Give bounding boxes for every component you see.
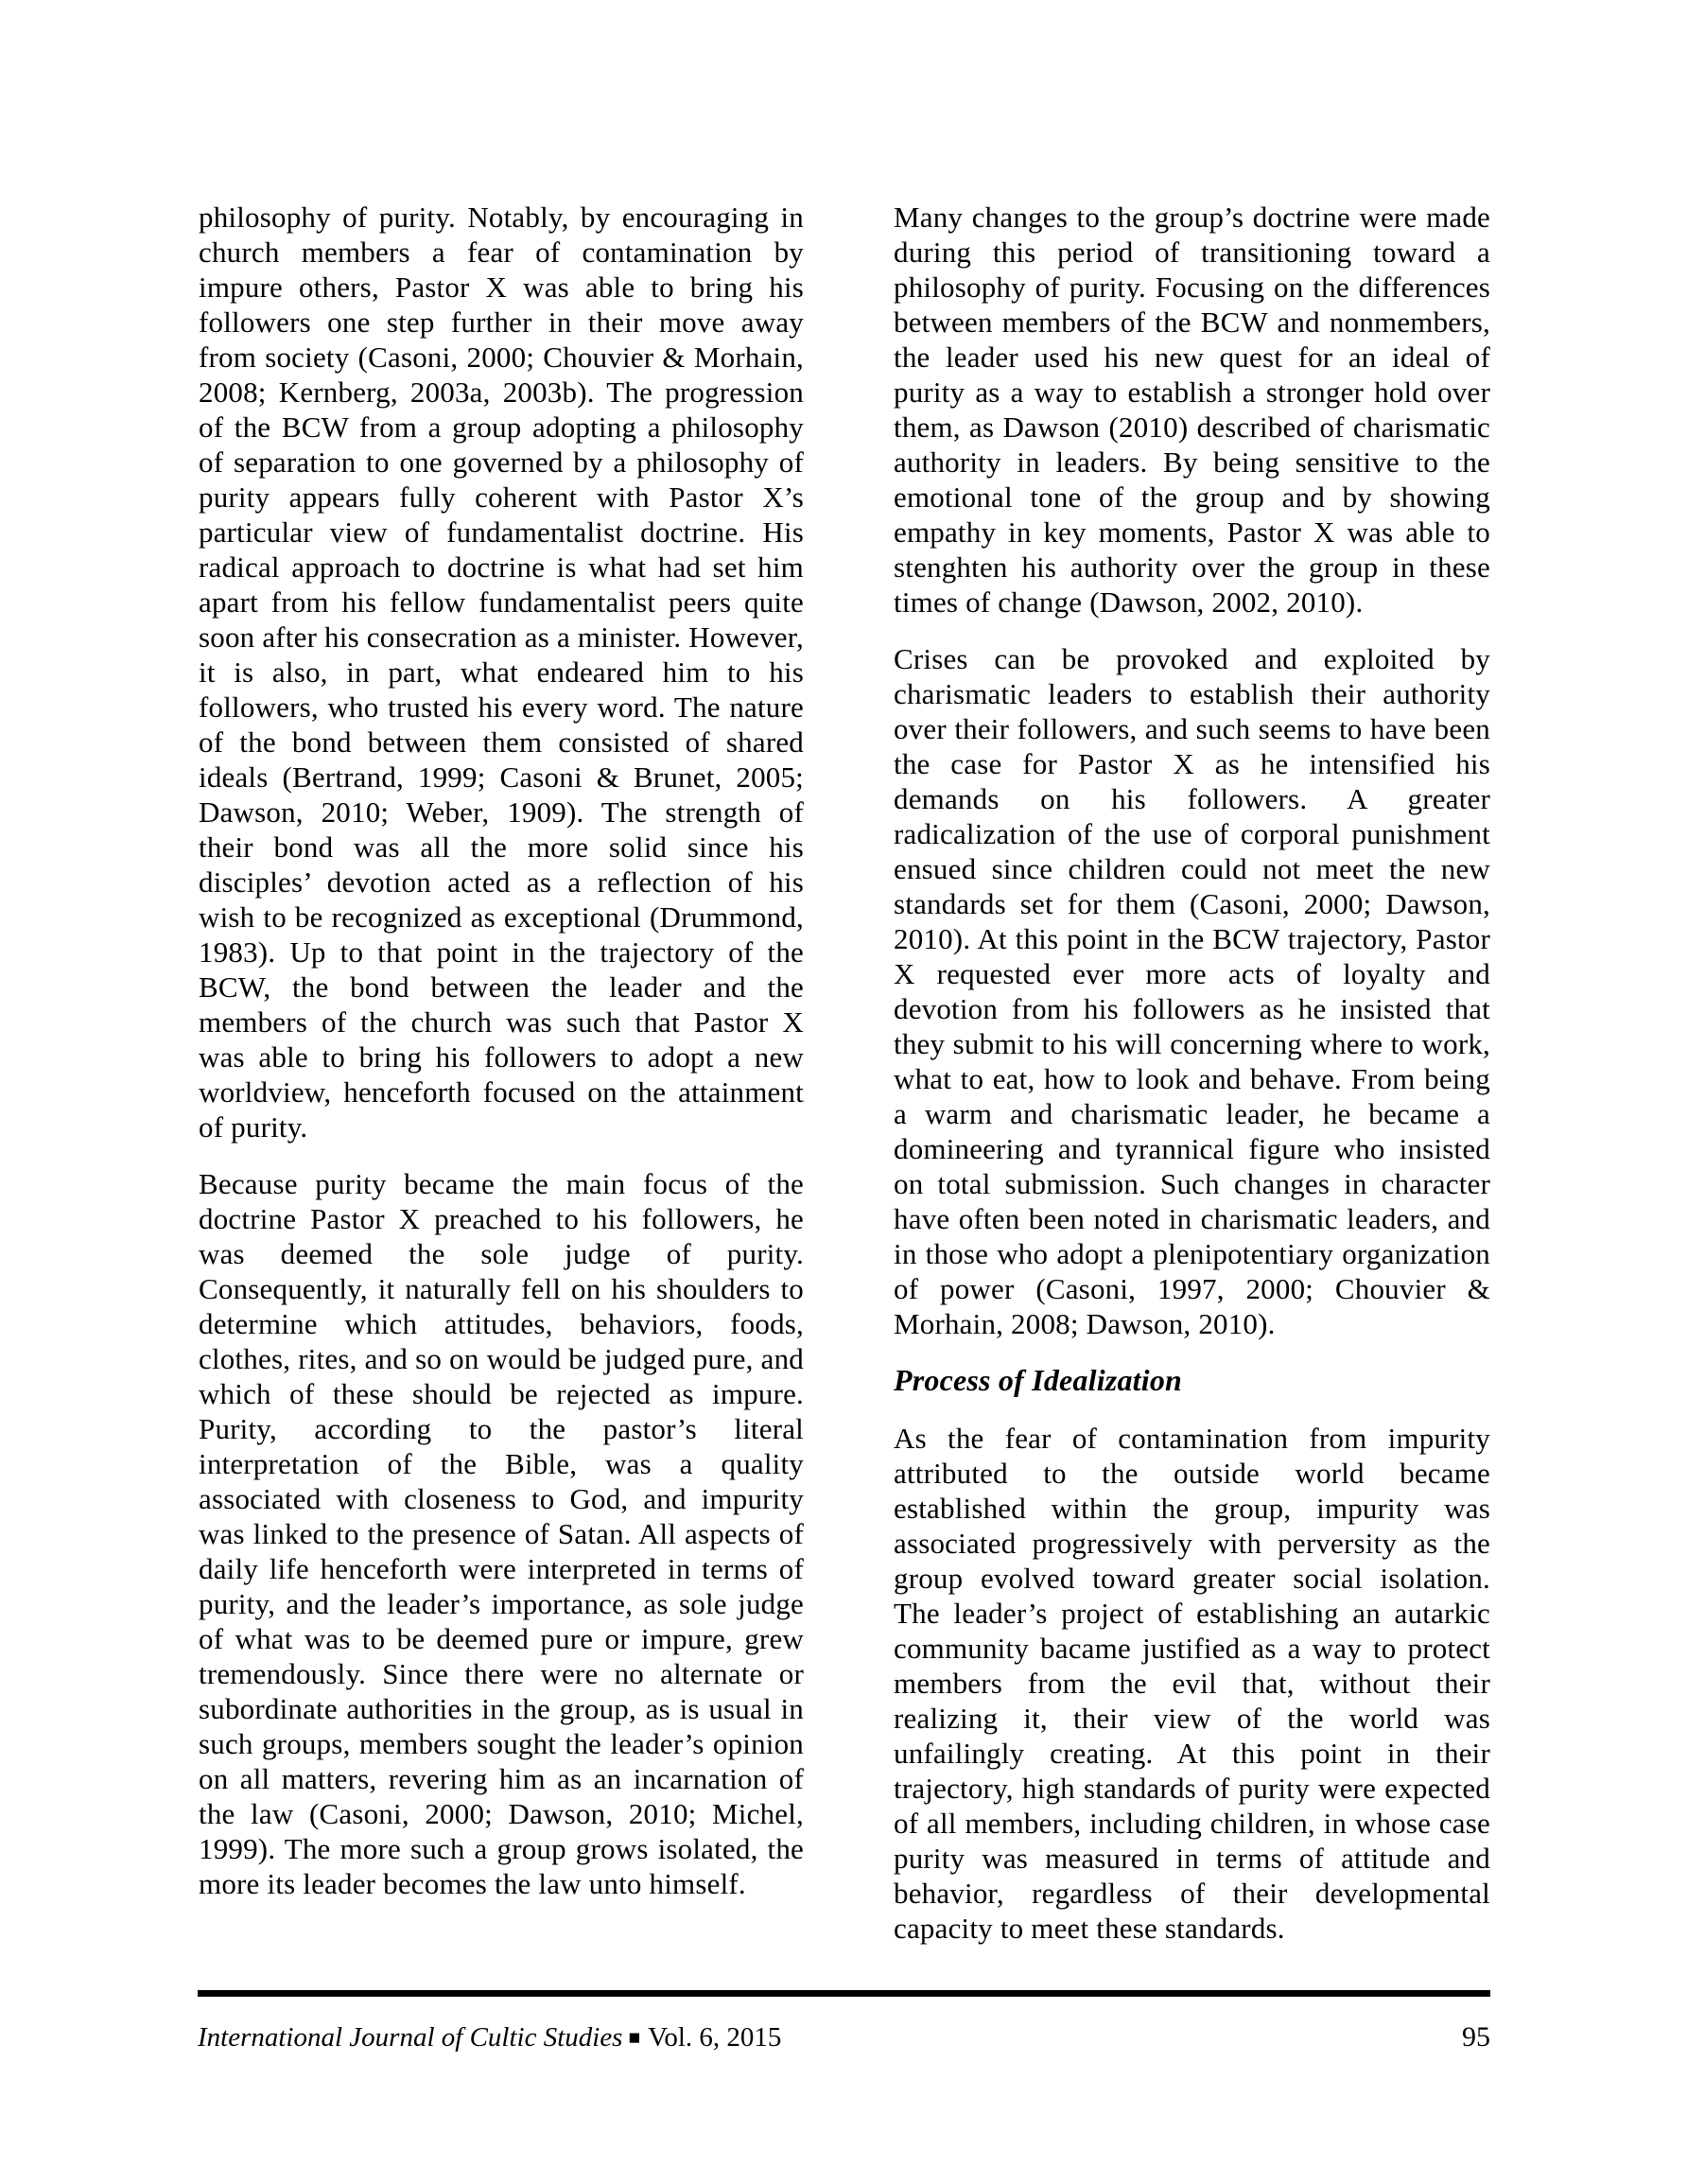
body-paragraph: Crises can be provoked and exploited by charismatic leaders to establish their authority over their followers, and such seems to have been the case for Pastor X as he intensified his demands on his followers. A greater radicalization of the use of corporal punishment ensued since children could not meet the new standards set for them (Casoni, 2000; Dawson, 2010). At this point in the BCW trajectory, Pastor X requested ever more acts of loyalty and devotion from his followers as he insisted that they submit to his will concerning where to work, what to eat, how to look and behave. From being a warm and charismatic leader, he became a domineering and tyrannical figure who insisted on total submission. Such changes in character have often been noted in charismatic leaders, and in those who adopt a plenipotentiary organization of power (Casoni, 1997, 2000; Chouvier & Morhain, 2008; Dawson, 2010).: [894, 642, 1490, 1340]
footer-rule: [198, 1990, 1490, 1997]
body-paragraph: Because purity became the main focus of the doctrine Pastor X preached to his followers, he was deemed the sole judge of purity. Consequently, it naturally fell on his shoulders to determine which attitudes, behaviors, foods, clothes, rites, and so on would be judged pure, and which of these should be rejected as impure. Purity, according to the pastor’s literal interpretation of the Bible, was a quality associated with closeness to God, and impurity was linked to the presence of Satan. All aspects of daily life henceforth were interpreted in terms of purity, and the leader’s importance, as sole judge of what was to be deemed pure or impure, grew tremendously. Since there were no alternate or subordinate authorities in the group, as is usual in such groups, members sought the leader’s opinion on all matters, revering him as an incarnation of the law (Casoni, 2000; Dawson, 2010; Michel, 1999). The more such a group grows isolated, the more its leader becomes the law unto himself.: [199, 1167, 804, 1900]
body-paragraph: As the fear of contamination from impurity attributed to the outside world became established within the group, impurity was associated progressively with perversity as the group evolved toward greater social isolation. The leader’s project of establishing an autarkic community bacame justified as a way to protect members from the evil that, without their realizing it, their view of the world was unfailingly creating. At this point in their trajectory, high standards of purity were expected of all members, including children, in whose case purity was measured in terms of attitude and behavior, regardless of their developmental capacity to meet these standards.: [894, 1422, 1490, 1945]
journal-title: International Journal of Cultic Studies: [198, 2022, 623, 2053]
right-column: [894, 200, 1490, 1967]
body-paragraph: Many changes to the group’s doctrine were made during this period of transitioning toward a philosophy of purity. Focusing on the differences between members of the BCW and nonmembers, the leader used his new quest for an ideal of purity as a way to establish a stronger hold over them, as Dawson (2010) described of charismatic authority in leaders. By being sensitive to the emotional tone of the group and by showing empathy in key moments, Pastor X was able to stenghten his authority over the group in these times of change (Dawson, 2002, 2010).: [894, 201, 1490, 619]
left-column: [199, 200, 804, 1923]
page-number: 95: [1462, 2021, 1490, 2053]
page-footer: [198, 2020, 1490, 2056]
footer-separator-square: ■: [628, 2026, 641, 2049]
section-heading: Process of Idealization: [894, 1363, 1183, 1397]
footer-journal-info: [198, 2020, 781, 2056]
volume-info: Vol. 6, 2015: [648, 2022, 782, 2053]
body-paragraph: philosophy of purity. Notably, by encouraging in church members a fear of contamination by impure others, Pastor X was able to bring his followers one step further in their move away from society (Casoni, 2000; Chouvier & Morhain, 2008; Kernberg, 2003a, 2003b). The progression of the BCW from a group adopting a philosophy of separation to one governed by a philosophy of purity appears fully coherent with Pastor X’s particular view of fundamentalist doctrine. His radical approach to doctrine is what had set him apart from his fellow fundamentalist peers quite soon after his consecration as a minister. However, it is also, in part, what endeared him to his followers, who trusted his every word. The nature of the bond between them consisted of shared ideals (Bertrand, 1999; Casoni & Brunet, 2005; Dawson, 2010; Weber, 1909). The strength of their bond was all the more solid since his disciples’ devotion acted as a reflection of his wish to be recognized as exceptional (Drummond, 1983). Up to that point in the trajectory of the BCW, the bond between the leader and the members of the church was such that Pastor X was able to bring his followers to adopt a new worldview, henceforth focused on the attainment of purity.: [199, 201, 804, 1144]
